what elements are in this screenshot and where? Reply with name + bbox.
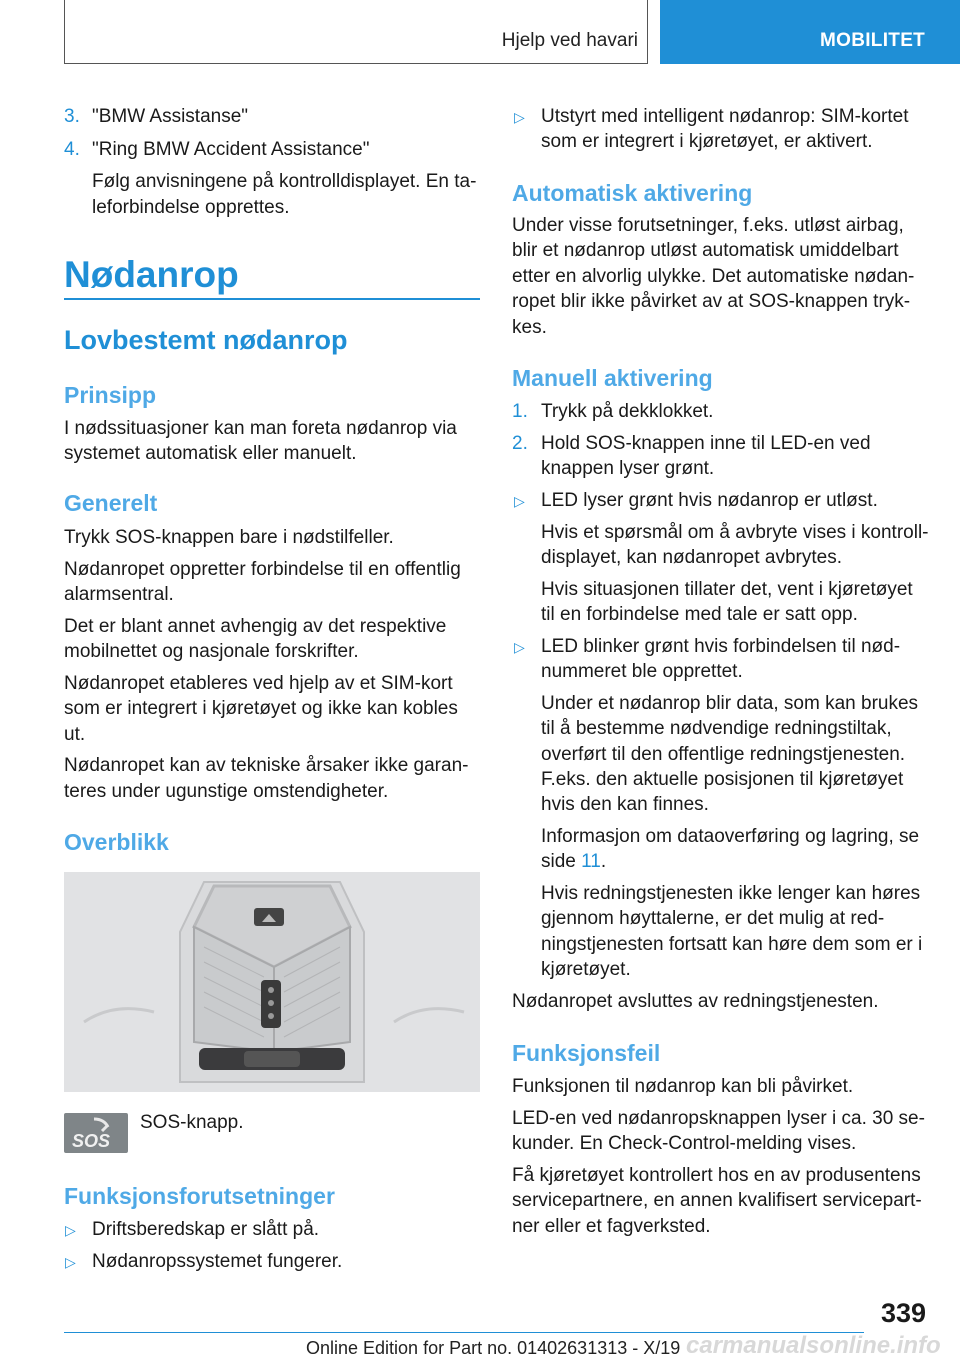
subheading-auto: Automatisk aktivering bbox=[512, 180, 753, 206]
sos-label: SOS bbox=[72, 1131, 111, 1151]
watermark: carmanualsonline.info bbox=[686, 1332, 941, 1359]
section-heading: Lovbestemt nødanrop bbox=[64, 325, 348, 355]
paragraph: mobilnettet og nasjonale forskrifter. bbox=[64, 641, 359, 662]
paragraph: teres under ugunstige omstendigheter. bbox=[64, 781, 389, 802]
bullet-triangle-icon: ▷ bbox=[514, 639, 525, 655]
paragraph: alarmsentral. bbox=[64, 584, 174, 605]
step-text: knappen lyser grønt. bbox=[541, 458, 715, 479]
subheading-feil: Funksjonsfeil bbox=[512, 1040, 661, 1066]
paragraph: Under visse forutsetninger, f.eks. utløst airbag, bbox=[512, 215, 904, 236]
step-text: Trykk på dekklokket. bbox=[541, 401, 714, 422]
page-ref-link[interactable]: 11 bbox=[581, 851, 601, 872]
bullet-triangle-icon: ▷ bbox=[514, 109, 525, 125]
overhead-console-image bbox=[64, 872, 480, 1092]
bullet-detail: F.eks. den aktuelle posisjonen til kjøretøyet bbox=[541, 769, 904, 790]
paragraph: Det er blant annet avhengig av det respektive bbox=[64, 616, 447, 637]
sos-button-icon bbox=[64, 1113, 128, 1153]
subheading-overblikk: Overblikk bbox=[64, 829, 169, 855]
bullet-detail: ningstjenesten fortsatt kan høre dem som er i bbox=[541, 934, 923, 955]
paragraph: etter en alvorlig ulykke. Det automatiske nødan‐ bbox=[512, 266, 915, 287]
subheading-generelt: Generelt bbox=[64, 490, 158, 516]
bullet-detail: Hvis redningstjenesten ikke lenger kan høres bbox=[541, 883, 921, 904]
paragraph: som er integrert i kjøretøyet og ikke kan kobles bbox=[64, 698, 458, 719]
paragraph: Funksjonen til nødanrop kan bli påvirket. bbox=[512, 1076, 854, 1097]
subheading-forutsetninger: Funksjonsforutsetninger bbox=[64, 1183, 335, 1209]
bullet-detail: overført til den offentlige redningstjenesten. bbox=[541, 744, 906, 765]
bullet-detail: Hvis situasjonen tillater det, vent i kjøretøyet bbox=[541, 579, 913, 600]
paragraph: I nødssituasjoner kan man foreta nødanrop via bbox=[64, 418, 457, 439]
paragraph: Nødanropet avsluttes av redningstjenesten. bbox=[512, 991, 879, 1012]
paragraph: servicepartnere, en annen kvalifisert servicepart‐ bbox=[512, 1190, 922, 1211]
bullet-text: som er integrert i kjøretøyet, er aktivert. bbox=[541, 131, 873, 152]
subheading-manuell: Manuell aktivering bbox=[512, 365, 713, 391]
paragraph: Få kjøretøyet kontrollert hos en av produsentens bbox=[512, 1165, 921, 1186]
paragraph: Trykk SOS-knappen bare i nødstilfeller. bbox=[64, 527, 394, 548]
step-text: "BMW Assistanse" bbox=[92, 106, 249, 127]
paragraph: Nødanropet etableres ved hjelp av et SIM-kort bbox=[64, 673, 453, 694]
bullet-triangle-icon: ▷ bbox=[65, 1254, 76, 1270]
bullet-detail: Hvis et spørsmål om å avbryte vises i kontroll‐ bbox=[541, 522, 929, 543]
paragraph: blir et nødanrop utløst automatisk umiddelbart bbox=[512, 240, 899, 261]
page-number: 339 bbox=[880, 1298, 926, 1328]
bullet-detail: til å bestemme nødvendige redningstiltak, bbox=[541, 718, 892, 739]
bullet-detail: kjøretøyet. bbox=[541, 959, 631, 980]
bullet-detail: hvis den kan finnes. bbox=[541, 794, 709, 815]
step-number: 3. bbox=[64, 106, 80, 127]
chapter-heading: Nødanrop bbox=[64, 254, 239, 295]
header-tab[interactable] bbox=[660, 0, 960, 64]
bullet-text: LED lyser grønt hvis nødanrop er utløst. bbox=[541, 490, 878, 511]
bullet-text: Utstyrt med intelligent nødanrop: SIM-kortet bbox=[541, 106, 909, 127]
paragraph: kes. bbox=[512, 317, 547, 338]
paragraph: systemet automatisk eller manuelt. bbox=[64, 443, 357, 464]
paragraph: ner eller et fagverksted. bbox=[512, 1216, 711, 1237]
step-number: 4. bbox=[64, 139, 80, 160]
bullet-detail: Informasjon om dataoverføring og lagring, se bbox=[541, 826, 920, 847]
header-section-title: Hjelp ved havari bbox=[501, 30, 638, 51]
bullet-detail: Under et nødanrop blir data, som kan brukes bbox=[541, 693, 919, 714]
step-text: Hold SOS-knappen inne til LED-en ved bbox=[541, 433, 871, 454]
bullet-detail: displayet, kan nødanropet avbrytes. bbox=[541, 547, 843, 568]
bullet-detail bbox=[541, 849, 606, 875]
paragraph: Nødanropet kan av tekniske årsaker ikke garan‐ bbox=[64, 755, 469, 776]
footer-edition: Online Edition for Part no. 01402631313 - X/19 bbox=[306, 1338, 681, 1358]
paragraph: ropet blir ikke påvirket av at SOS-knappen tryk‐ bbox=[512, 291, 911, 312]
paragraph: kunder. En Check-Control-melding vises. bbox=[512, 1133, 857, 1154]
step-number: 2. bbox=[512, 433, 528, 454]
bullet-text: Nødanropssystemet fungerer. bbox=[92, 1251, 343, 1272]
image-caption: SOS-knapp. bbox=[140, 1112, 244, 1133]
page-ref-prefix: side bbox=[541, 851, 582, 872]
step-number: 1. bbox=[512, 401, 528, 422]
bullet-detail: til en forbindelse med tale er satt opp. bbox=[541, 604, 858, 625]
paragraph: ut. bbox=[64, 724, 86, 745]
paragraph: Nødanropet oppretter forbindelse til en offentlig bbox=[64, 559, 461, 580]
subheading-prinsipp: Prinsipp bbox=[64, 382, 157, 408]
bullet-detail: gjennom høyttalerne, er det mulig at red‐ bbox=[541, 908, 885, 929]
bullet-text: LED blinker grønt hvis forbindelsen til nød‐ bbox=[541, 636, 901, 657]
paragraph: LED-en ved nødanropsknappen lyser i ca. 30 se‐ bbox=[512, 1108, 925, 1129]
bullet-text: nummeret ble opprettet. bbox=[541, 661, 743, 682]
bullet-text: Driftsberedskap er slått på. bbox=[92, 1219, 320, 1240]
step-detail: leforbindelse opprettes. bbox=[92, 197, 290, 218]
chapter-rule bbox=[64, 298, 480, 300]
header-tab-label: MOBILITET bbox=[820, 30, 926, 51]
step-text: "Ring BMW Accident Assistance" bbox=[92, 139, 370, 160]
step-detail: Følg anvisningene på kontrolldisplayet. En ta‐ bbox=[92, 171, 477, 192]
page-ref-suffix: . bbox=[600, 851, 607, 872]
bullet-triangle-icon: ▷ bbox=[514, 493, 525, 509]
bullet-triangle-icon: ▷ bbox=[65, 1222, 76, 1238]
